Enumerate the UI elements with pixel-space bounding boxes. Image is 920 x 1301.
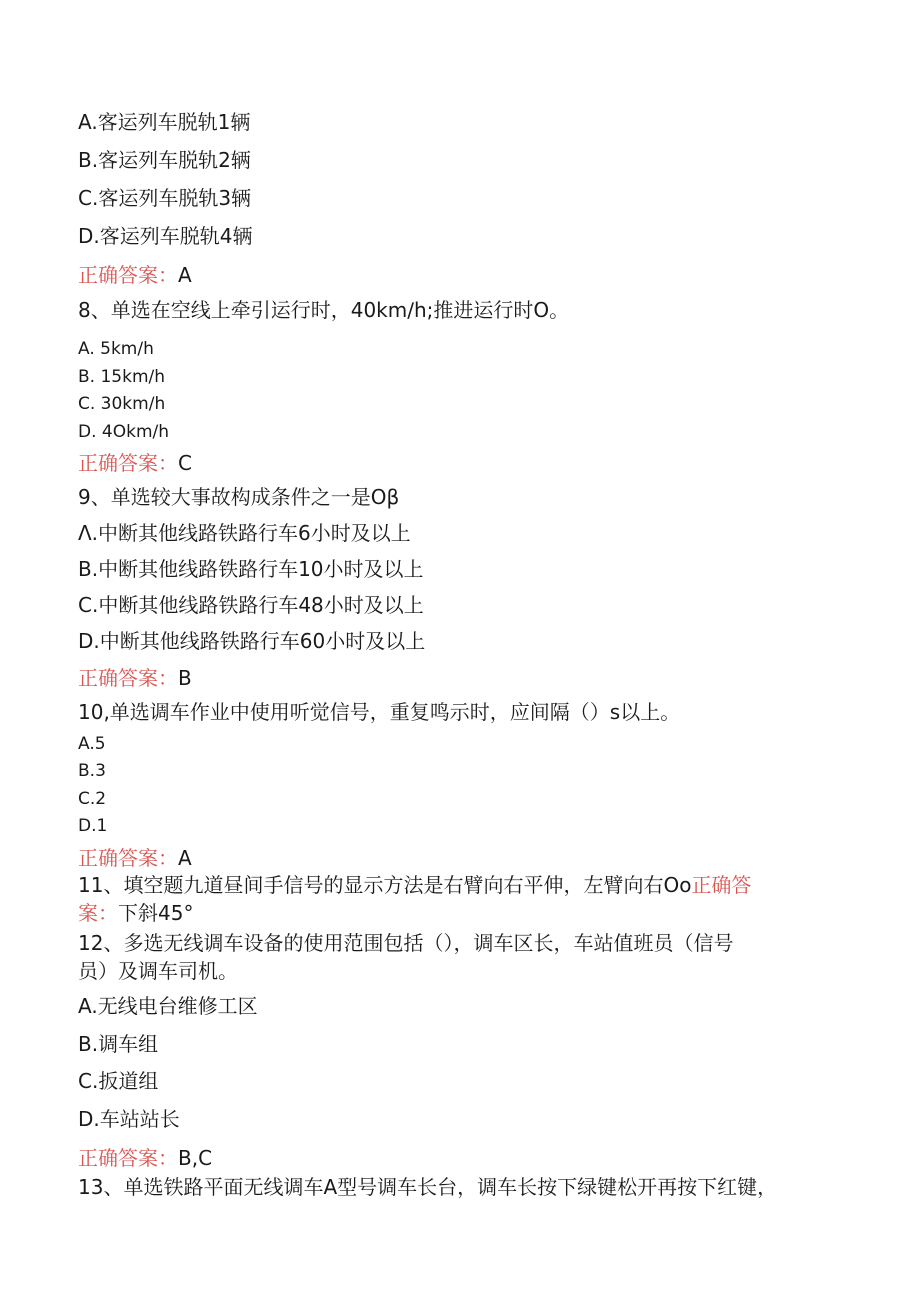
q8-option-a: A. 5km∕h [78, 339, 154, 359]
q7-option-c: C.客运列车脱轨3辆 [78, 186, 252, 210]
q12-option-b: B.调车组 [78, 1032, 159, 1056]
answer-label: 正确答 [691, 873, 752, 897]
answer-label: 正确答案： [78, 263, 178, 287]
q9-option-a: Λ.中断其他线路铁路行车6小时及以上 [78, 521, 411, 545]
q7-option-a: A.客运列车脱轨1辆 [78, 110, 251, 134]
answer-value: A [178, 263, 192, 287]
q7-option-d: D.客运列车脱轨4辆 [78, 224, 253, 248]
q11-answer [78, 901, 193, 925]
q8-option-d: D. 4Okm∕h [78, 422, 170, 442]
q9-stem: 9、单选较大事故构成条件之一是Oβ [78, 485, 400, 509]
answer-value: 下斜45° [118, 901, 194, 925]
q9-answer [78, 666, 192, 690]
q9-option-d: D.中断其他线路铁路行车60小时及以上 [78, 629, 426, 653]
answer-label: 正确答案： [78, 846, 178, 870]
answer-label: 正确答案： [78, 451, 178, 475]
q12-stem-line2: 员）及调车司机。 [78, 959, 238, 983]
q10-option-a: A.5 [78, 734, 106, 754]
q9-option-b: B.中断其他线路铁路行车10小时及以上 [78, 557, 424, 581]
q10-option-b: B.3 [78, 761, 106, 781]
q12-answer [78, 1146, 212, 1170]
q8-option-b: B. 15km∕h [78, 367, 166, 387]
q8-stem: 8、单选在空线上牵引运行时，40km∕h;推进运行时O。 [78, 298, 570, 322]
q13-stem: 13、单选铁路平面无线调车A型号调车长台，调车长按下绿键松开再按下红键， [78, 1175, 778, 1199]
q10-option-c: C.2 [78, 789, 107, 809]
q8-answer [78, 451, 192, 475]
q10-stem: 10,单选调车作业中使用听觉信号，重复鸣示时，应间隔（）s以上。 [78, 700, 681, 724]
q10-answer [78, 846, 192, 870]
q7-answer [78, 263, 192, 287]
q10-option-d: D.1 [78, 816, 108, 836]
answer-value: B,C [178, 1146, 213, 1170]
q12-stem-line1: 12、多选无线调车设备的使用范围包括（），调车区长，车站值班员（信号 [78, 931, 734, 955]
q12-option-c: C.扳道组 [78, 1069, 159, 1093]
answer-label-cont: 案： [78, 901, 118, 925]
q7-option-b: B.客运列车脱轨2辆 [78, 148, 251, 172]
answer-value: A [178, 846, 192, 870]
q12-option-a: A.无线电台维修工区 [78, 994, 258, 1018]
answer-label: 正确答案： [78, 666, 178, 690]
q12-option-d: D.车站站长 [78, 1107, 180, 1131]
answer-value: C [178, 451, 192, 475]
q11-stem [78, 873, 751, 897]
answer-label: 正确答案： [78, 1146, 178, 1170]
answer-value: B [178, 666, 192, 690]
q9-option-c: C.中断其他线路铁路行车48小时及以上 [78, 593, 424, 617]
q8-option-c: C. 30km∕h [78, 394, 166, 414]
q11-stem-text: 11、填空题九道昼间手信号的显示方法是右臂向右平伸，左臂向右Oo [78, 873, 692, 897]
